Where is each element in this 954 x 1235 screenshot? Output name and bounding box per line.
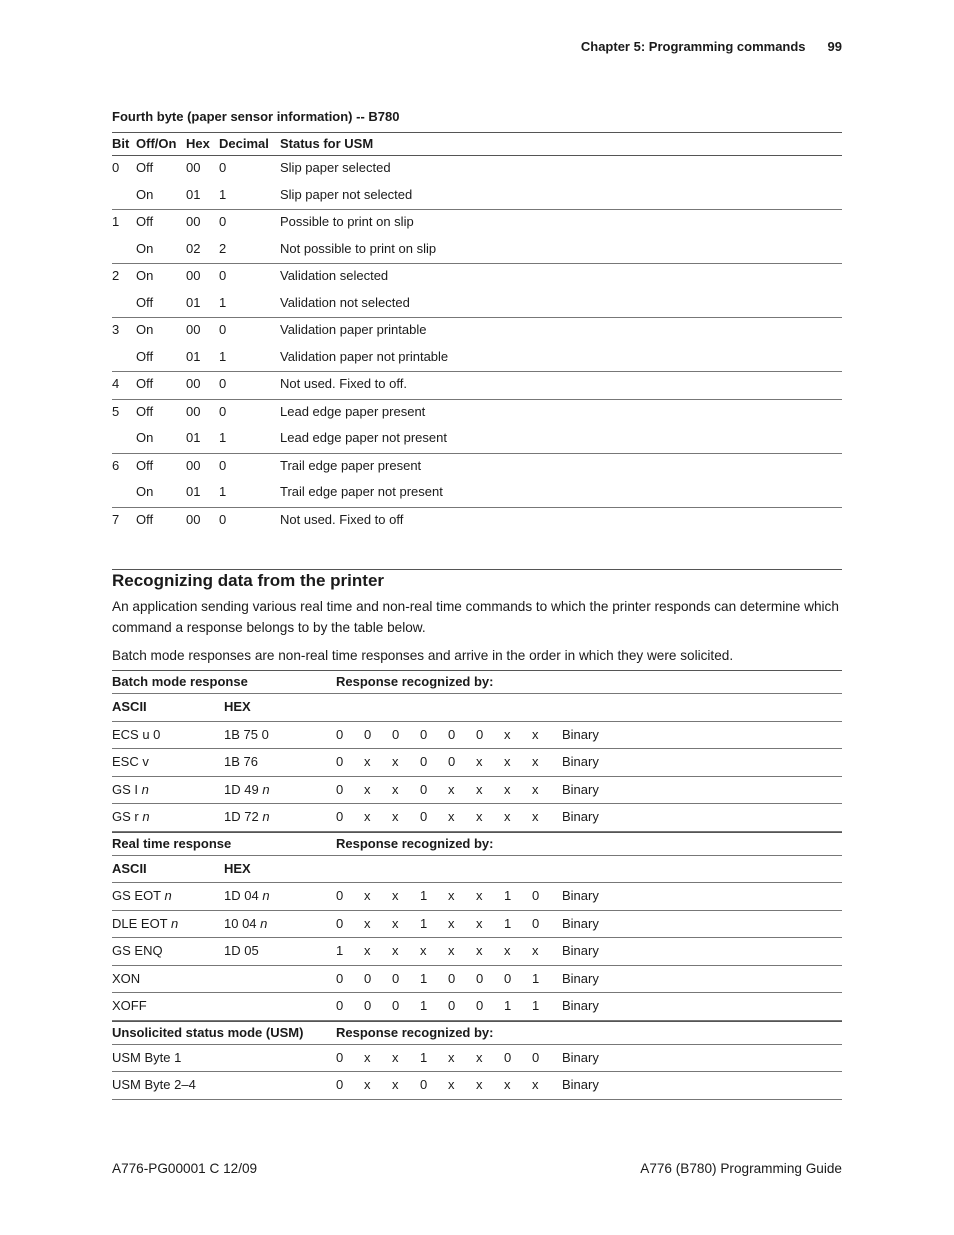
bit-cell: 0 bbox=[532, 915, 540, 931]
ascii-text: ESC v bbox=[112, 754, 149, 769]
binary-label: Binary bbox=[562, 915, 599, 931]
bit-cell: 1 bbox=[420, 915, 428, 931]
decimal-cell: 0 bbox=[219, 268, 227, 283]
bit-cell: 1 bbox=[532, 970, 540, 986]
ascii-header: ASCII bbox=[112, 699, 147, 714]
ascii-hex-header-row bbox=[112, 694, 842, 722]
recognized-label: Response recognized by: bbox=[336, 674, 494, 689]
hex-text: 1D 04 bbox=[224, 888, 263, 903]
batch-paragraph: Batch mode responses are non-real time responses and arrive in the order in which they were solicited. bbox=[112, 648, 734, 663]
hex-text: 1D 49 bbox=[224, 781, 263, 797]
hex-param: n bbox=[262, 809, 270, 824]
hex-cell bbox=[224, 754, 258, 769]
section-rule bbox=[112, 569, 842, 570]
bit-cell: 4 bbox=[112, 376, 120, 391]
bit-cell: x bbox=[364, 809, 371, 824]
bit-cell: x bbox=[392, 943, 399, 958]
table-row bbox=[112, 966, 842, 994]
bit-cell: x bbox=[504, 809, 511, 824]
off-on-cell: Off bbox=[136, 511, 154, 527]
table-row bbox=[112, 156, 842, 183]
group-header-row bbox=[112, 1021, 842, 1045]
binary-label: Binary bbox=[562, 781, 599, 797]
hex-text: 10 04 bbox=[224, 915, 261, 931]
hex-cell: 00 bbox=[186, 160, 201, 175]
binary-label: Binary bbox=[562, 1077, 599, 1092]
hex-cell: 01 bbox=[186, 348, 201, 364]
ascii-param: n bbox=[141, 781, 149, 797]
bit-cell: x bbox=[392, 809, 399, 824]
col-bit: Bit bbox=[112, 136, 130, 151]
hex-text: 1D 72 bbox=[224, 809, 263, 824]
bit-cell: x bbox=[476, 781, 483, 797]
ascii-text: ECS u 0 bbox=[112, 726, 161, 742]
bit-cell: x bbox=[392, 754, 399, 769]
bit-cell: x bbox=[504, 781, 511, 797]
bit-cell: x bbox=[392, 888, 399, 903]
chapter-title: Chapter 5: Programming commands bbox=[580, 39, 806, 54]
table-row bbox=[112, 507, 842, 535]
bit-cell: x bbox=[364, 781, 371, 797]
bit-cell: 5 bbox=[112, 403, 120, 419]
hex-cell bbox=[224, 943, 259, 958]
hex-cell: 02 bbox=[186, 240, 201, 256]
decimal-cell: 2 bbox=[219, 240, 227, 256]
bit-cell: 1 bbox=[420, 888, 428, 903]
status-cell: Slip paper selected bbox=[280, 160, 391, 175]
bit-cell: x bbox=[476, 915, 483, 931]
table-row bbox=[112, 399, 842, 427]
bit-cell: x bbox=[448, 781, 455, 797]
hex-param: n bbox=[262, 888, 270, 903]
ascii-text: GS r bbox=[112, 809, 143, 824]
status-cell: Lead edge paper not present bbox=[280, 430, 447, 445]
group-label: Real time response bbox=[112, 835, 232, 851]
bit-cell: x bbox=[364, 888, 371, 903]
off-on-cell: On bbox=[136, 240, 154, 256]
ascii-cell bbox=[112, 1077, 196, 1092]
bit-cell: 1 bbox=[420, 998, 428, 1013]
hex-cell bbox=[224, 888, 270, 903]
decimal-cell: 0 bbox=[219, 214, 227, 229]
binary-label: Binary bbox=[562, 888, 599, 903]
status-cell: Validation selected bbox=[280, 268, 389, 283]
decimal-cell: 0 bbox=[219, 160, 227, 175]
hex-param: n bbox=[260, 915, 268, 931]
bit-cell: 0 bbox=[420, 754, 428, 769]
decimal-cell: 1 bbox=[219, 294, 227, 310]
bit-cell: 0 bbox=[420, 726, 428, 742]
col-off-on: Off/On bbox=[136, 136, 177, 151]
hex-cell: 01 bbox=[186, 294, 201, 310]
table-row bbox=[112, 426, 842, 453]
footer-guide-title: A776 (B780) Programming Guide bbox=[640, 1161, 842, 1176]
binary-label: Binary bbox=[562, 809, 599, 824]
bit-cell: 0 bbox=[336, 781, 344, 797]
bit-cell: 0 bbox=[392, 726, 400, 742]
status-cell: Trail edge paper present bbox=[280, 457, 422, 473]
decimal-cell: 0 bbox=[219, 322, 227, 337]
ascii-cell bbox=[112, 971, 140, 986]
status-cell: Lead edge paper present bbox=[280, 403, 426, 419]
bit-cell: 0 bbox=[336, 998, 344, 1013]
bit-cell: 0 bbox=[476, 726, 484, 742]
off-on-cell: On bbox=[136, 186, 154, 202]
bit-cell: 0 bbox=[476, 970, 484, 986]
bit-cell: 0 bbox=[336, 970, 344, 986]
bit-cell: x bbox=[504, 754, 511, 769]
bit-cell: 0 bbox=[364, 970, 372, 986]
bit-cell: 0 bbox=[336, 888, 344, 903]
bit-cell: 2 bbox=[112, 268, 120, 283]
bit-cell: 1 bbox=[504, 915, 512, 931]
ascii-text: DLE EOT bbox=[112, 915, 172, 931]
decimal-cell: 1 bbox=[219, 484, 227, 499]
status-cell: Validation not selected bbox=[280, 294, 410, 310]
off-on-cell: Off bbox=[136, 294, 154, 310]
footer-doc-id: A776-PG00001 C 12/09 bbox=[112, 1161, 258, 1176]
hex-cell bbox=[224, 809, 270, 824]
bit-cell: 0 bbox=[364, 998, 372, 1013]
bit-cell: 0 bbox=[112, 160, 120, 175]
binary-label: Binary bbox=[562, 970, 599, 986]
bit-cell: 0 bbox=[448, 998, 456, 1013]
bit-cell: x bbox=[504, 1077, 511, 1092]
bit-cell: x bbox=[448, 1049, 455, 1065]
bit-cell: x bbox=[476, 943, 483, 958]
off-on-cell: On bbox=[136, 484, 154, 499]
bit-cell: 0 bbox=[504, 1049, 512, 1065]
table-row bbox=[112, 317, 842, 345]
ascii-text: USM Byte 2–4 bbox=[112, 1077, 196, 1092]
decimal-cell: 0 bbox=[219, 457, 227, 473]
bit-cell: 0 bbox=[476, 998, 484, 1013]
off-on-cell: On bbox=[136, 268, 154, 283]
table-row bbox=[112, 749, 842, 777]
bit-cell: 7 bbox=[112, 511, 120, 527]
bit-cell: 0 bbox=[392, 998, 400, 1013]
ascii-cell bbox=[112, 782, 149, 797]
bit-cell: 0 bbox=[336, 1077, 344, 1092]
table-row bbox=[112, 371, 842, 399]
bit-cell: x bbox=[532, 781, 539, 797]
recognized-label: Response recognized by: bbox=[336, 835, 494, 851]
decimal-cell: 0 bbox=[219, 376, 227, 391]
intro-paragraph: An application sending various real time and non-real time commands to which the printer responds can determine which command a response belongs to by the table below. bbox=[112, 599, 839, 635]
col-decimal: Decimal bbox=[219, 136, 269, 151]
table-row bbox=[112, 453, 842, 481]
table-row bbox=[112, 291, 842, 318]
table-row bbox=[112, 263, 842, 291]
bit-cell: x bbox=[364, 915, 371, 931]
bit-cell: x bbox=[448, 943, 455, 958]
status-cell: Validation paper printable bbox=[280, 322, 427, 337]
ascii-text: XOFF bbox=[112, 998, 147, 1013]
bit-cell: 0 bbox=[448, 754, 456, 769]
decimal-cell: 0 bbox=[219, 403, 227, 419]
hex-param: n bbox=[262, 781, 270, 797]
bit-cell: x bbox=[364, 1077, 371, 1092]
table-row bbox=[112, 345, 842, 372]
table-row bbox=[112, 237, 842, 264]
ascii-param: n bbox=[164, 888, 172, 903]
bit-cell: x bbox=[532, 726, 539, 742]
binary-label: Binary bbox=[562, 998, 599, 1013]
ascii-text: GS ENQ bbox=[112, 943, 163, 958]
bit-cell: 0 bbox=[420, 809, 428, 824]
bit-cell: 1 bbox=[504, 888, 512, 903]
off-on-cell: Off bbox=[136, 376, 154, 391]
off-on-cell: On bbox=[136, 322, 154, 337]
ascii-text: GS I bbox=[112, 781, 142, 797]
bit-cell: 0 bbox=[336, 809, 344, 824]
hex-cell: 01 bbox=[186, 484, 201, 499]
table-row bbox=[112, 777, 842, 805]
bit-cell: 0 bbox=[532, 888, 540, 903]
ascii-text: XON bbox=[112, 970, 141, 986]
hex-cell: 00 bbox=[186, 403, 201, 419]
status-cell: Slip paper not selected bbox=[280, 186, 413, 202]
bit-cell: x bbox=[448, 888, 455, 903]
decimal-cell: 1 bbox=[219, 430, 227, 445]
hex-text: 1D 05 bbox=[224, 943, 259, 958]
table-row bbox=[112, 883, 842, 911]
ascii-cell bbox=[112, 998, 147, 1013]
bit-cell: x bbox=[448, 915, 455, 931]
ascii-cell bbox=[112, 1050, 181, 1065]
table-row bbox=[112, 209, 842, 237]
bit-cell: 0 bbox=[448, 970, 456, 986]
group-label: Unsolicited status mode (USM) bbox=[112, 1024, 304, 1040]
off-on-cell: Off bbox=[136, 160, 154, 175]
hex-cell: 00 bbox=[186, 457, 201, 473]
ascii-hex-header-row bbox=[112, 856, 842, 884]
off-on-cell: Off bbox=[136, 348, 154, 364]
table-header-row bbox=[112, 132, 842, 156]
hex-cell: 00 bbox=[186, 214, 201, 229]
hex-header: HEX bbox=[224, 699, 251, 714]
ascii-param: n bbox=[142, 809, 150, 824]
table-row bbox=[112, 938, 842, 966]
status-cell: Trail edge paper not present bbox=[280, 484, 443, 499]
ascii-param: n bbox=[171, 915, 179, 931]
off-on-cell: On bbox=[136, 430, 154, 445]
ascii-cell bbox=[112, 754, 149, 769]
bit-cell: x bbox=[420, 943, 427, 958]
bit-cell: 0 bbox=[420, 1077, 428, 1092]
bit-cell: 1 bbox=[532, 998, 540, 1013]
bit-cell: x bbox=[364, 943, 371, 958]
bit-cell: 3 bbox=[112, 322, 120, 337]
bit-cell: x bbox=[392, 1077, 399, 1092]
off-on-cell: Off bbox=[136, 403, 154, 419]
group-header-row bbox=[112, 670, 842, 694]
status-cell: Validation paper not printable bbox=[280, 348, 449, 364]
status-cell: Not used. Fixed to off. bbox=[280, 376, 407, 391]
recognized-label: Response recognized by: bbox=[336, 1024, 494, 1040]
binary-label: Binary bbox=[562, 726, 599, 742]
bit-cell: 1 bbox=[112, 214, 120, 229]
status-cell: Not possible to print on slip bbox=[280, 240, 437, 256]
bit-cell: 0 bbox=[448, 726, 456, 742]
hex-text: 1B 76 bbox=[224, 754, 258, 769]
bit-cell: 0 bbox=[532, 1049, 540, 1065]
hex-cell bbox=[224, 916, 267, 931]
bit-cell: x bbox=[504, 726, 511, 742]
bit-cell: x bbox=[364, 1049, 371, 1065]
col-hex: Hex bbox=[186, 136, 210, 151]
ascii-cell bbox=[112, 888, 172, 903]
bit-cell: x bbox=[448, 1077, 455, 1092]
section-title: Recognizing data from the printer bbox=[112, 571, 385, 590]
binary-label: Binary bbox=[562, 943, 599, 958]
decimal-cell: 1 bbox=[219, 186, 227, 202]
bit-cell: x bbox=[532, 809, 539, 824]
ascii-cell bbox=[112, 943, 163, 958]
bit-cell: 0 bbox=[336, 915, 344, 931]
ascii-text: GS EOT bbox=[112, 888, 165, 903]
hex-cell: 00 bbox=[186, 322, 201, 337]
hex-cell bbox=[224, 727, 269, 742]
status-cell: Possible to print on slip bbox=[280, 214, 414, 229]
bit-cell: x bbox=[532, 1077, 539, 1092]
bit-cell: 0 bbox=[336, 1049, 344, 1065]
bit-cell: 0 bbox=[420, 781, 428, 797]
ascii-cell bbox=[112, 916, 178, 931]
table-row bbox=[112, 804, 842, 832]
group-label: Batch mode response bbox=[112, 674, 248, 689]
bit-cell: 0 bbox=[336, 726, 344, 742]
bit-cell: x bbox=[392, 781, 399, 797]
bit-cell: x bbox=[476, 888, 483, 903]
fourth-byte-caption: Fourth byte (paper sensor information) -- B780 bbox=[112, 109, 400, 124]
bit-cell: 0 bbox=[504, 970, 512, 986]
hex-cell: 00 bbox=[186, 511, 201, 527]
status-cell: Not used. Fixed to off bbox=[280, 511, 404, 527]
decimal-cell: 0 bbox=[219, 511, 227, 527]
table-row bbox=[112, 911, 842, 939]
hex-cell: 01 bbox=[186, 186, 201, 202]
binary-label: Binary bbox=[562, 754, 599, 769]
ascii-cell bbox=[112, 727, 160, 742]
ascii-header: ASCII bbox=[112, 860, 147, 876]
hex-text: 1B 75 0 bbox=[224, 726, 269, 742]
bit-cell: x bbox=[392, 1049, 399, 1065]
table-row bbox=[112, 1072, 842, 1100]
hex-header: HEX bbox=[224, 860, 251, 876]
hex-cell: 00 bbox=[186, 268, 201, 283]
group-header-row bbox=[112, 832, 842, 856]
bit-cell: x bbox=[476, 754, 483, 769]
fourth-byte-table bbox=[112, 132, 842, 534]
bit-cell: 6 bbox=[112, 457, 120, 473]
table-row bbox=[112, 480, 842, 507]
bit-cell: x bbox=[476, 1077, 483, 1092]
bit-cell: 0 bbox=[392, 970, 400, 986]
table-row bbox=[112, 722, 842, 750]
response-table bbox=[112, 670, 842, 1100]
ascii-cell bbox=[112, 809, 150, 824]
col-status: Status for USM bbox=[280, 136, 374, 151]
hex-cell: 01 bbox=[186, 430, 201, 445]
page-number: 99 bbox=[827, 39, 842, 54]
table-row bbox=[112, 1045, 842, 1073]
bit-cell: x bbox=[476, 1049, 483, 1065]
bit-cell: x bbox=[532, 754, 539, 769]
bit-cell: x bbox=[476, 809, 483, 824]
hex-cell bbox=[224, 782, 270, 797]
ascii-text: USM Byte 1 bbox=[112, 1049, 182, 1065]
hex-cell: 00 bbox=[186, 376, 201, 391]
bit-cell: 0 bbox=[364, 726, 372, 742]
bit-cell: x bbox=[448, 809, 455, 824]
bit-cell: x bbox=[532, 943, 539, 958]
bit-cell: 0 bbox=[336, 754, 344, 769]
bit-cell: 1 bbox=[504, 998, 512, 1013]
bit-cell: x bbox=[364, 754, 371, 769]
bit-cell: x bbox=[504, 943, 511, 958]
bit-cell: 1 bbox=[420, 1049, 428, 1065]
table-row bbox=[112, 993, 842, 1021]
off-on-cell: Off bbox=[136, 457, 154, 473]
bit-cell: x bbox=[392, 915, 399, 931]
bit-cell: 1 bbox=[420, 970, 428, 986]
binary-label: Binary bbox=[562, 1049, 599, 1065]
off-on-cell: Off bbox=[136, 214, 154, 229]
decimal-cell: 1 bbox=[219, 348, 227, 364]
bit-cell: 1 bbox=[336, 943, 344, 958]
page-header bbox=[581, 39, 842, 54]
table-row bbox=[112, 183, 842, 210]
